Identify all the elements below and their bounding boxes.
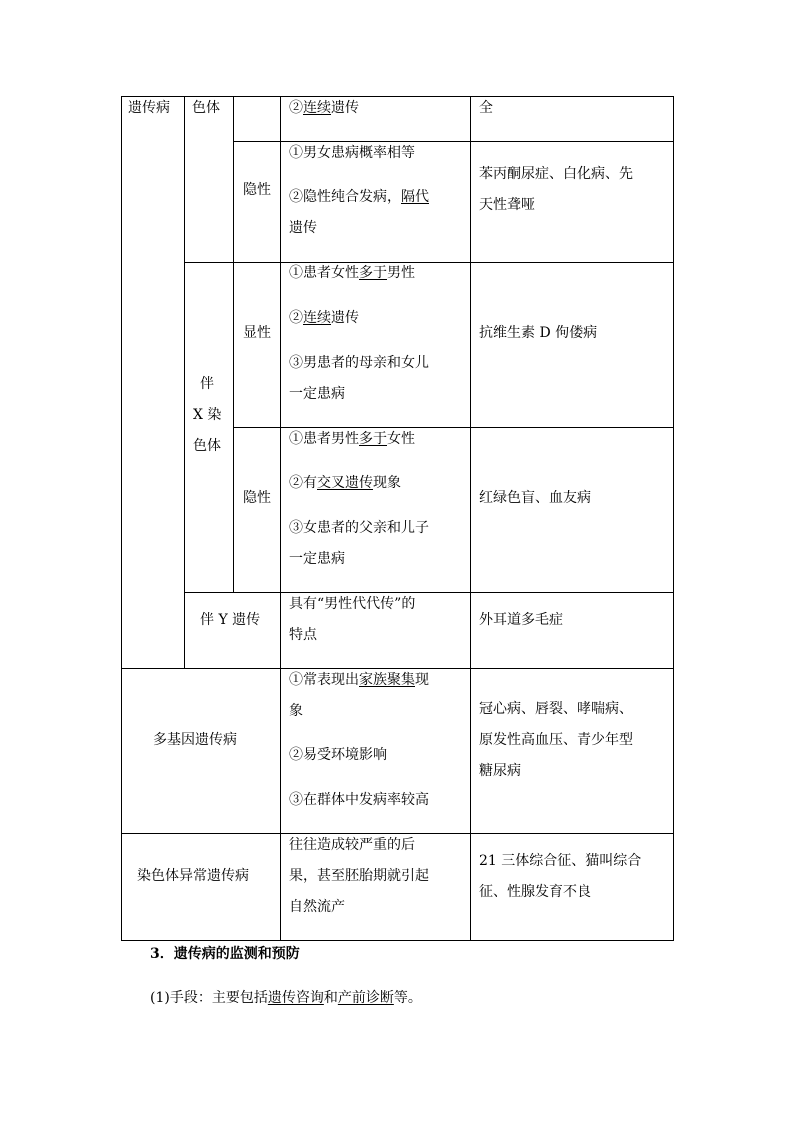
feature-continuous: ②连续遗传 <box>289 100 359 116</box>
xd-feature-2: ②连续遗传 <box>289 310 359 326</box>
chrom-feature-line3: 自然流产 <box>289 899 345 915</box>
x-group-label-1: 伴 <box>200 376 214 392</box>
xd-example: 抗维生素 D 佝偻病 <box>479 325 598 341</box>
chrom-example-line1: 21 三体综合征、猫叫综合 <box>479 853 642 869</box>
poly-example-line3: 糖尿病 <box>479 763 521 779</box>
poly-feature-1-cont: 象 <box>289 703 303 719</box>
chrom-feature-line1: 往往造成较严重的后 <box>289 837 415 853</box>
xr-example: 红绿色盲、血友病 <box>479 490 591 506</box>
example-continuous: 全 <box>479 100 493 116</box>
xr-feature-1: ①患者男性多于女性 <box>289 431 415 447</box>
y-linked-label: 伴 Y 遗传 <box>200 612 261 628</box>
polygenic-label: 多基因遗传病 <box>153 732 237 748</box>
cell-chromosome-label: 色体 <box>192 100 220 116</box>
cell-disease-label: 遗传病 <box>128 100 170 116</box>
ar-feature-2: ②隐性纯合发病，隔代 <box>289 189 429 205</box>
xr-feature-3-line1: ③女患者的父亲和儿子 <box>289 520 429 536</box>
x-group-label-3: 色体 <box>193 438 221 454</box>
type-dominant-x: 显性 <box>243 325 271 341</box>
xd-feature-3-line1: ③男患者的母亲和女儿 <box>289 355 429 371</box>
y-feature-line2: 特点 <box>289 627 317 643</box>
y-feature-line1: 具有“男性代代传”的 <box>289 596 416 612</box>
y-example: 外耳道多毛症 <box>479 612 563 628</box>
x-group-label-2: X 染 <box>193 407 222 423</box>
ar-example-line2: 天性聋哑 <box>479 197 535 213</box>
chrom-feature-line2: 果，甚至胚胎期就引起 <box>289 868 429 884</box>
type-recessive-x: 隐性 <box>243 490 271 506</box>
chromosomal-label: 染色体异常遗传病 <box>137 868 249 884</box>
ar-feature-2-cont: 遗传 <box>289 220 317 236</box>
poly-example-line2: 原发性高血压、青少年型 <box>479 732 633 748</box>
poly-feature-3: ③在群体中发病率较高 <box>289 792 429 808</box>
xd-feature-3-line2: 一定患病 <box>289 386 345 402</box>
type-recessive-autosomal: 隐性 <box>243 182 271 198</box>
ar-feature-1: ①男女患病概率相等 <box>289 145 415 161</box>
xr-feature-3-line2: 一定患病 <box>289 551 345 567</box>
chrom-example-line2: 征、性腺发育不良 <box>479 884 591 900</box>
poly-feature-1: ①常表现出家族聚集现 <box>289 672 429 688</box>
section-line-1: (1)手段：主要包括遗传咨询和产前诊断等。 <box>150 990 422 1006</box>
poly-example-line1: 冠心病、唇裂、哮喘病、 <box>479 701 633 717</box>
ar-example-line1: 苯丙酮尿症、白化病、先 <box>479 166 633 182</box>
section-heading: 3．遗传病的监测和预防 <box>150 946 300 962</box>
xd-feature-1: ①患者女性多于男性 <box>289 265 415 281</box>
poly-feature-2: ②易受环境影响 <box>289 747 387 763</box>
xr-feature-2: ②有交叉遗传现象 <box>289 475 401 491</box>
